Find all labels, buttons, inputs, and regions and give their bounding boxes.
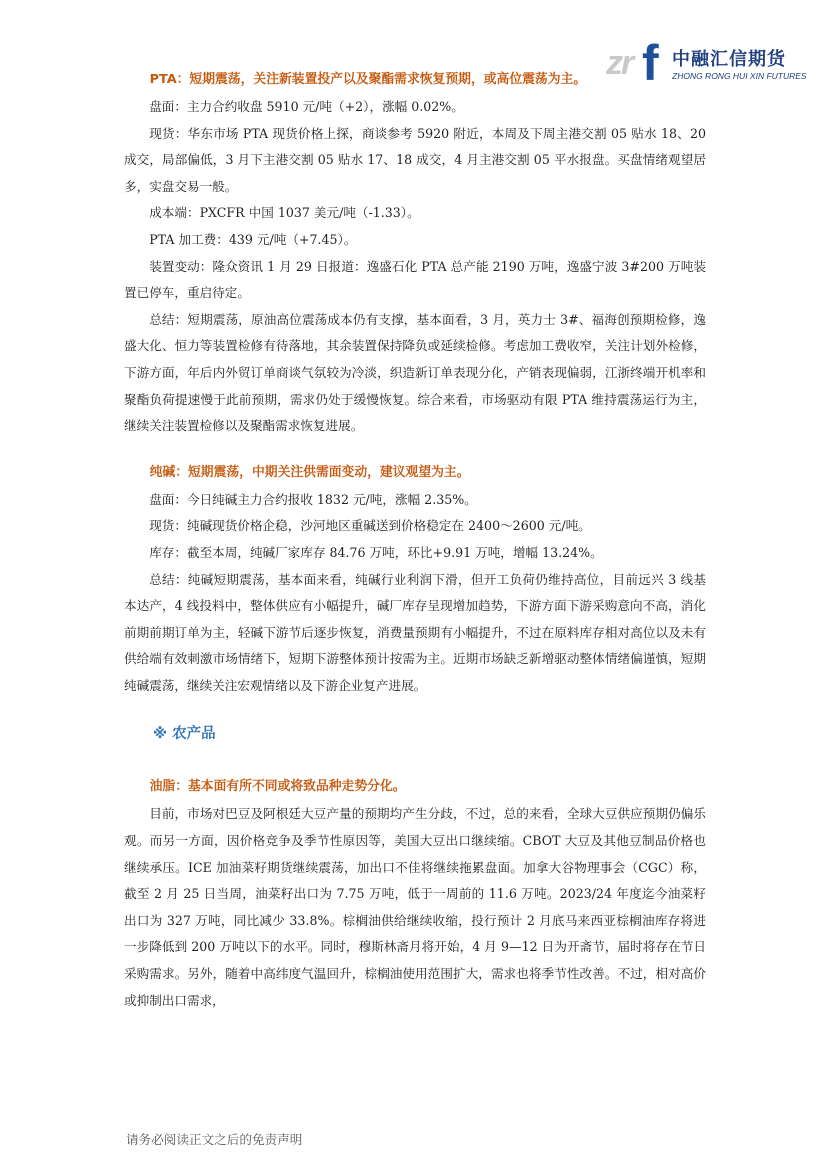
- pta-heading: PTA：短期震荡，关注新装置投产以及聚酯需求恢复预期，或高位震荡为主。: [149, 72, 587, 87]
- report-body: [124, 66, 706, 1014]
- soda-inventory-paragraph: 库存：截至本周，纯碱厂家库存 84.76 万吨，环比+9.91 万吨，增幅 13.24%。: [149, 544, 603, 560]
- footer-disclaimer: 请务必阅读正文之后的免责声明: [126, 1132, 303, 1147]
- pta-futures-paragraph: 盘面：主力合约收盘 5910 元/吨（+2），涨幅 0.02%。: [149, 99, 464, 114]
- logo-mark: zr: [606, 44, 633, 82]
- oils-paragraph: 目前，市场对巴豆及阿根廷大豆产量的预期均产生分歧，不过，总的来看，全球大豆供应预期仍偏乐观。而另一方面，因价格竞争及季节性原因等，美国大豆出口继续缩。CBOT 大豆及其他豆制品价格也继续承压。ICE 加油菜籽期货继续震荡，加出口不佳将继续拖累盘面。加拿大谷物理事会（CGC）称，截至 2 月 25 日当周，油菜籽出口为 7.75 万吨，低于一周前的 11.6 万吨。2023/24 年度迄今油菜籽出口为 327 万吨，同比减少 33.8%。棕榈油供给继续收缩，投行预计 2 月底马来西亚棕榈油库存将进一步降低到 200 万吨以下的水平。同时，穆斯林斋月将开始，4 月 9—12 日为开斋节，届时将存在节日采购需求。另外，随着中高纬度气温回升，棕榈油使用范围扩大，需求也将季节性改善。不过，相对高价或抑制出口需求，: [124, 806, 706, 1008]
- soda-futures-paragraph: 盘面：今日纯碱主力合约报收 1832 元/吨，涨幅 2.35%。: [149, 491, 477, 507]
- pta-spot-paragraph: 现货：华东市场 PTA 现货价格上探，商谈参考 5920 附近，本周及下周主港交割 05 贴水 18、20 成交，局部偏低，3 月下主港交割 05 贴水 17、18 成交，4 月主港交割 05 平水报盘。买盘情绪观望居多，实盘交易一般。: [124, 125, 706, 194]
- soda-summary-paragraph: 总结：纯碱短期震荡，基本面来看，纯碱行业利润下滑，但开工负荷仍维持高位，目前远兴 3 线基本达产，4 线投料中，整体供应有小幅提升，碱厂库存呈现增加趋势，下游方面下游采购意向不高，消化前期前期订单为主，轻碱下游节后逐步恢复，消费量预期有小幅提升，不过在原料库存相对高位以及未有供给端有效刺激市场情绪下，短期下游整体预计按需为主。近期市场缺乏新增驱动整体情绪偏谨慎，短期纯碱震荡，继续关注宏观情绪以及下游企业复产进展。: [124, 571, 706, 693]
- oils-heading: 油脂：基本面有所不同或将致品种走势分化。: [149, 779, 406, 795]
- pta-plant-change-paragraph: 装置变动：隆众资讯 1 月 29 日报道：逸盛石化 PTA 总产能 2190 万吨，逸盛宁波 3#200 万吨装置已停车，重启待定。: [124, 258, 706, 301]
- logo-en-name: ZHONG RONG HUI XIN FUTURES: [672, 71, 807, 81]
- pta-summary-paragraph: 总结：短期震荡，原油高位震荡成本仍有支撑，基本面看，3 月，英力士 3#、福海创预期检修，逸盛大化、恒力等装置检修有待落地，其余装置保持降负或延续检修。考虑加工费收窄，关注计划外检修，下游方面，年后内外贸订单商谈气氛较为冷淡，织造新订单表现分化，产销表现偏弱，江浙终端开机率和聚酯负荷提速慢于此前预期，需求仍处于缓慢恢复。综合来看，市场驱动有限 PTA 维持震荡运行为主，继续关注装置检修以及聚酯需求恢复进展。: [124, 311, 706, 434]
- pta-cost-paragraph: 成本端：PXCFR 中国 1037 美元/吨（-1.33）。: [149, 205, 420, 221]
- soda-spot-paragraph: 现货：纯碱现货价格企稳，沙河地区重碱送到价格稳定在 2400～2600 元/吨。: [149, 518, 591, 534]
- soda-heading: 纯碱：短期震荡，中期关注供需面变动，建议观望为主。: [149, 464, 470, 480]
- logo-mark-f: f: [642, 35, 659, 91]
- logo-cn-name: 中融汇信期货: [672, 49, 786, 70]
- agri-section-title: ※ 农产品: [153, 726, 216, 743]
- pta-processing-fee-paragraph: PTA 加工费：439 元/吨（+7.45）。: [149, 231, 357, 247]
